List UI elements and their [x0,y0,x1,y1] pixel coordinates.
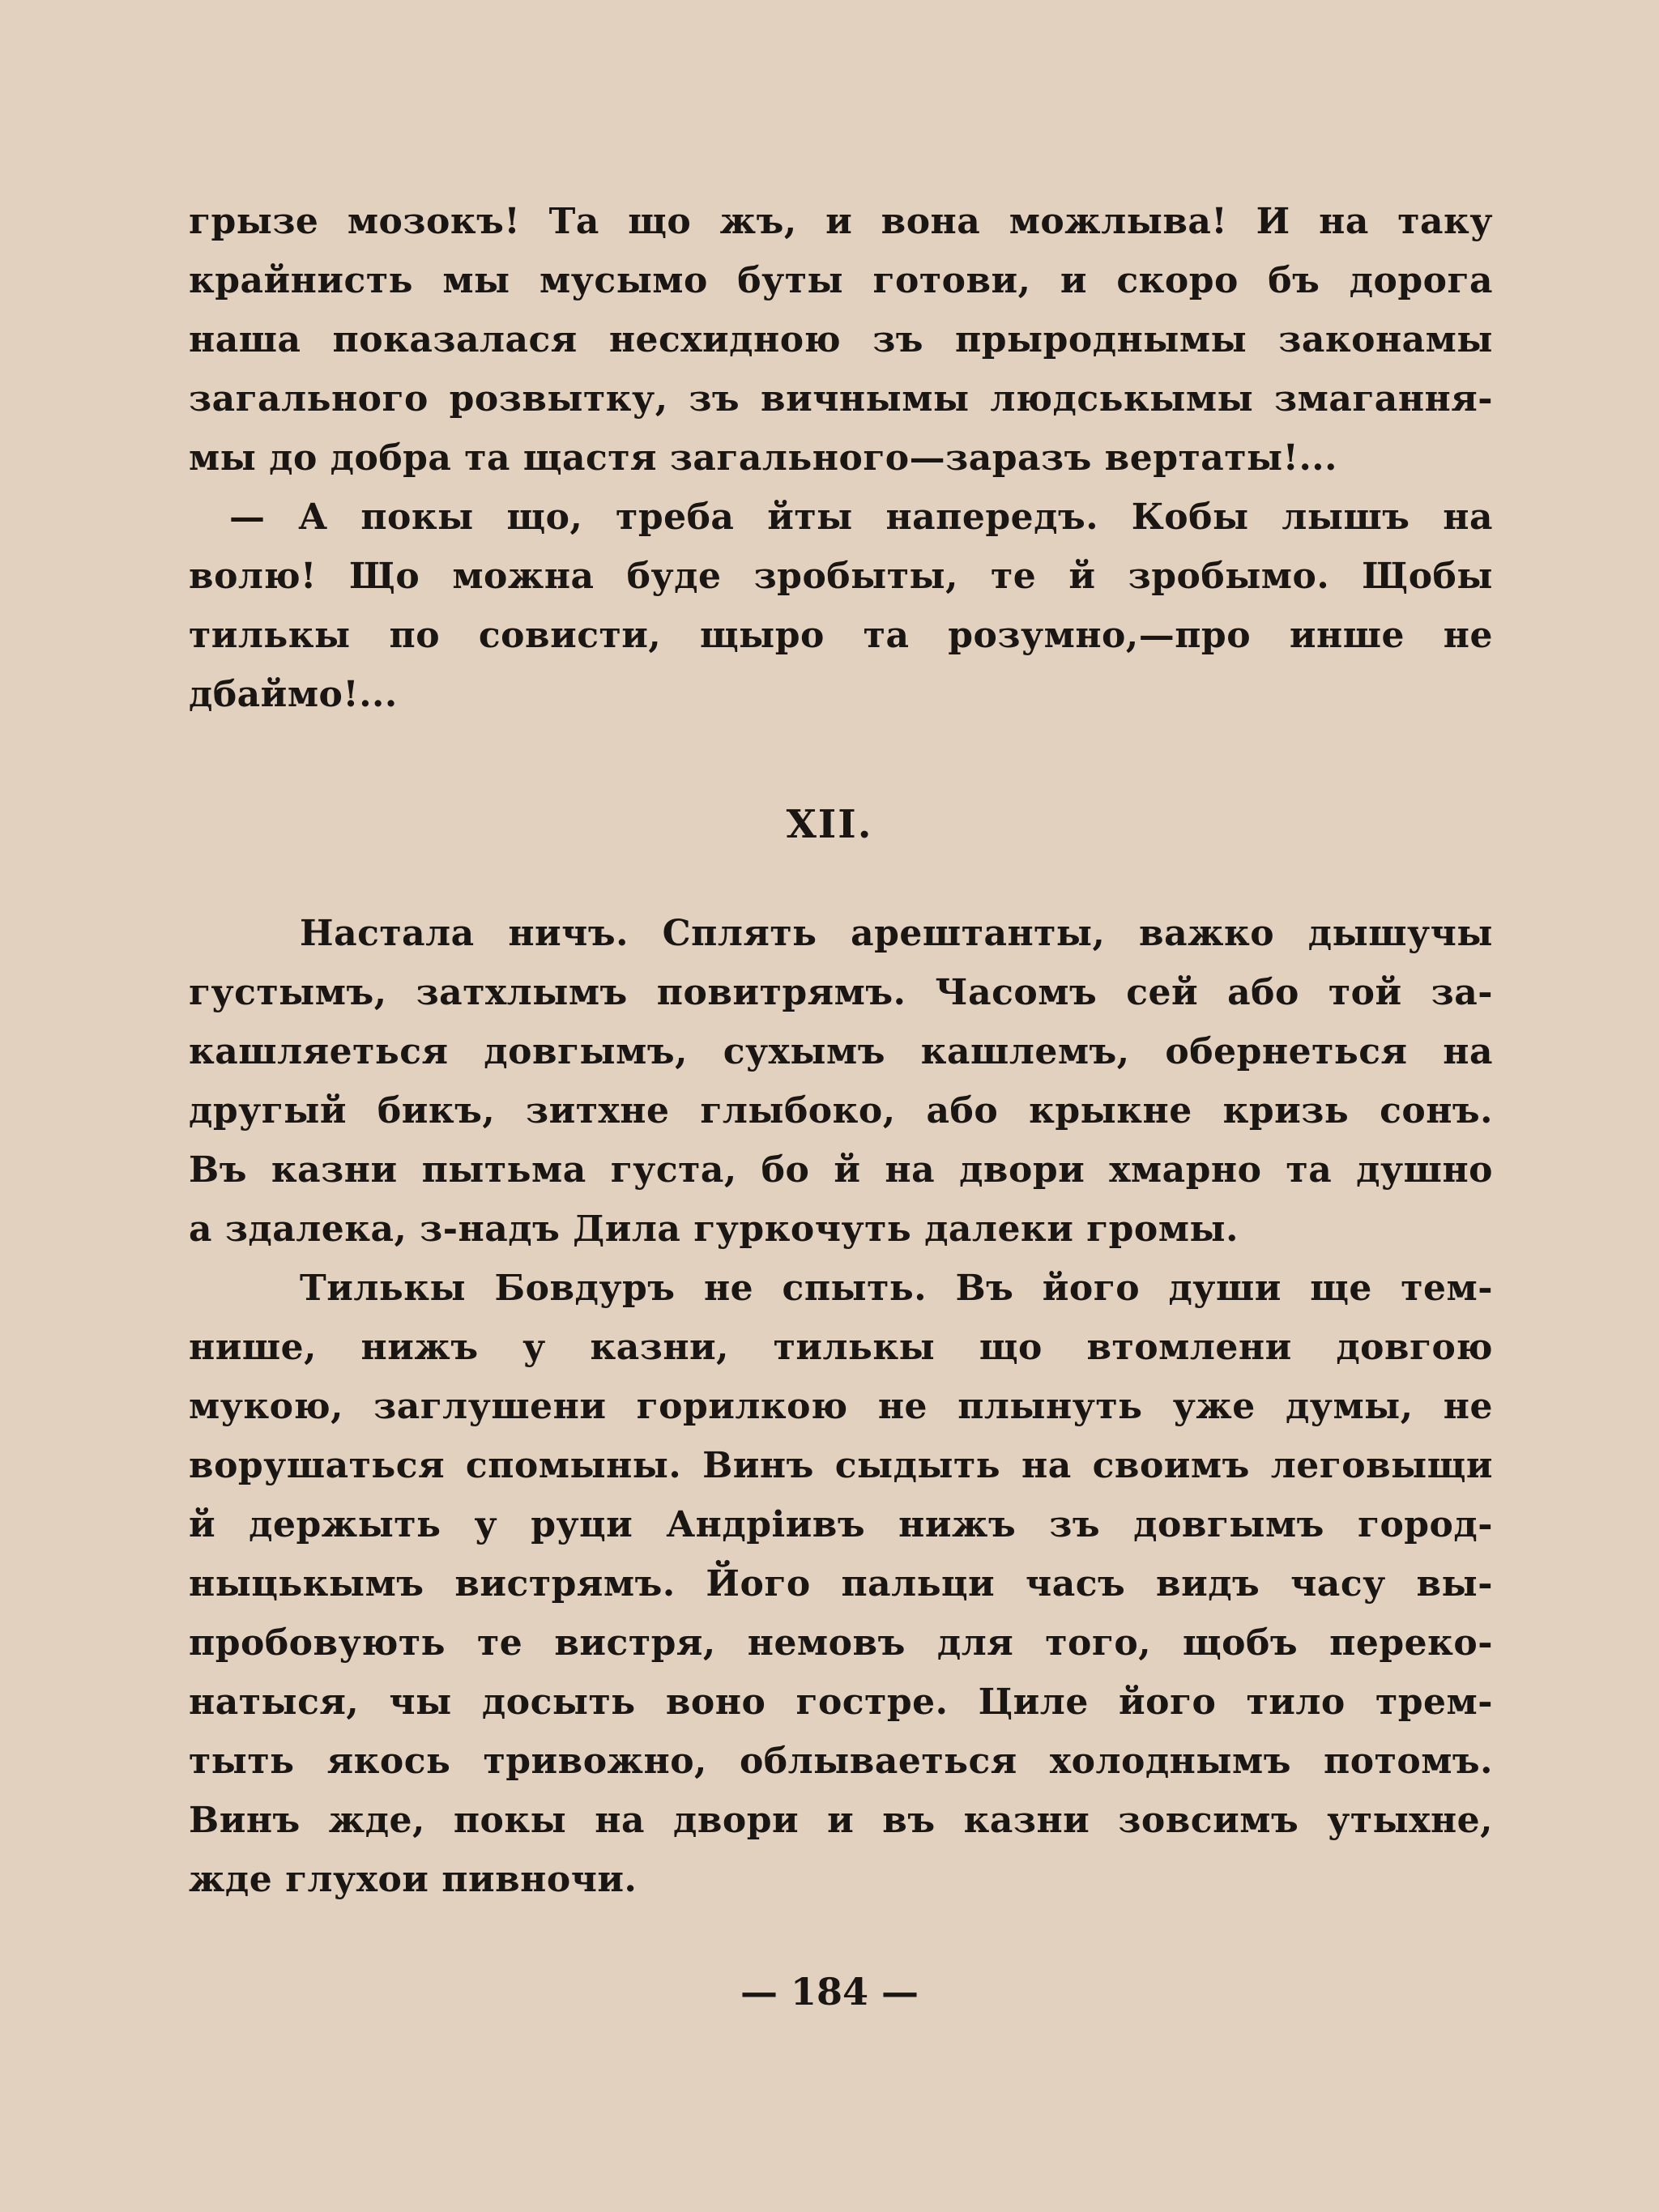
text-line: — А покы що, треба йты напередъ. Кобы лышъ на [229,497,1493,538]
paragraph-continuation [189,192,1493,488]
text-line: Винъ жде, покы на двори и въ казни зовсимъ утыхне, [189,1800,1493,1841]
text-line: пробовують те вистря, немовъ для того, щобъ переко- [189,1622,1493,1664]
text-line: кашляеться довгымъ, сухымъ кашлемъ, обернеться на [189,1031,1493,1072]
text-line: жде глухои пивночи. [189,1859,638,1900]
chapter-heading: XII. [786,802,873,847]
text-line: загального розвытку, зъ вичнымы людськымы змагання- [189,378,1493,420]
text-line: тилькы по совисти, щыро та розумно,—про инше не [189,615,1493,656]
text-line: тыть якось тривожно, облываеться холоднымъ потомъ. [189,1741,1493,1782]
page-number: — 184 — [740,1970,919,2014]
text-line: густымъ, затхлымъ повитрямъ. Часомъ сей або той за- [189,972,1493,1013]
text-line: волю! Що можна буде зробыты, те й зробымо. Щобы [189,556,1493,597]
text-line: ворушаться спомыны. Винъ сыдыть на своимъ леговыщи [189,1445,1493,1486]
text-line: натыся, чы досыть воно гостре. Циле його тило трем- [189,1681,1493,1723]
text-line: мы до добра та щастя загального—заразъ вертаты!... [189,437,1337,479]
paragraph-night [189,904,1493,1259]
text-line: нише, нижъ у казни, тилькы що втомлени довгою [189,1327,1493,1368]
text-line: другый бикъ, зитхне глыбоко, або крыкне кризь сонъ. [189,1090,1493,1132]
text-line: дбаймо!... [189,674,398,715]
text-line: наша показалася несхидною зъ прыроднымы законамы [189,319,1493,360]
text-line: а здалека, з-надъ Дила гуркочуть далеки громы. [189,1208,1239,1250]
text-line: Настала ничъ. Сплять арештанты, важко дышучы [300,913,1493,954]
text-line: й держыть у руци Андріивъ нижъ зъ довгымъ город- [189,1504,1493,1545]
text-line: крайнисть мы мусымо буты готови, и скоро бъ дорога [189,260,1493,301]
text-line: ныцькымъ вистрямъ. Його пальци часъ видъ часу вы- [189,1563,1493,1605]
text-line: мукою, заглушени горилкою не плынуть уже думы, не [189,1386,1493,1427]
text-line: грызе мозокъ! Та що жъ, и вона можлыва! И на таку [189,201,1493,242]
paragraph-bovdur [189,1259,1493,1909]
text-line: Въ казни пытьма густа, бо й на двори хмарно та душно [189,1149,1493,1191]
text-line: Тилькы Бовдуръ не спыть. Въ його души ще тем- [300,1268,1493,1309]
paragraph-dialogue [189,488,1493,724]
